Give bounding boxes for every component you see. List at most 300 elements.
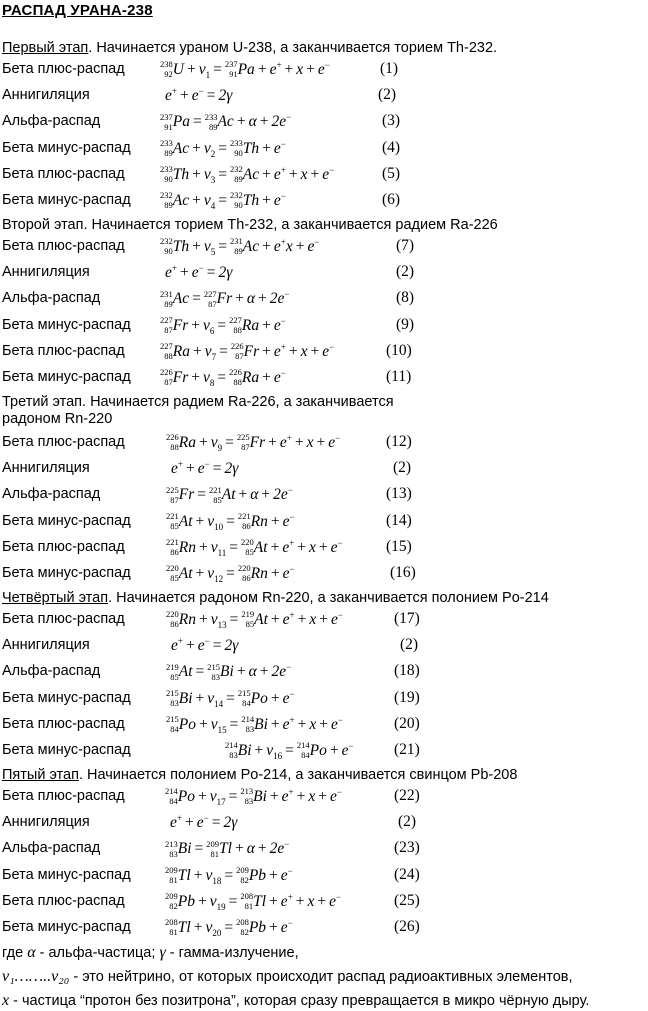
atomic-number: 88 xyxy=(170,442,179,453)
particle-symbol: e− xyxy=(197,636,210,655)
equation-number: (21) xyxy=(394,741,420,758)
particle-symbol: $\nu_3$ xyxy=(203,165,216,185)
reaction-equation xyxy=(170,811,237,835)
particle-symbol: e+ xyxy=(171,459,183,478)
plus-sign: + xyxy=(197,788,207,805)
equals-sign: = xyxy=(229,611,239,628)
plus-sign: + xyxy=(318,538,328,556)
plus-sign: + xyxy=(269,788,279,805)
particle-symbol: e+ xyxy=(280,891,293,910)
atomic-number: 86 xyxy=(242,521,251,532)
isotope-indices xyxy=(225,740,238,760)
plus-sign: + xyxy=(297,611,307,628)
plus-sign: + xyxy=(259,113,269,131)
reaction-equation xyxy=(171,634,238,658)
atomic-number: 81 xyxy=(169,875,178,886)
plus-sign: + xyxy=(329,742,339,759)
element-symbol: Rn xyxy=(250,565,268,582)
plus-sign: + xyxy=(297,715,307,733)
equals-sign: = xyxy=(228,788,238,805)
element-symbol: Po xyxy=(178,715,196,733)
mass-number: 226 xyxy=(229,367,242,378)
reaction-equation xyxy=(165,84,232,108)
mass-number: 220 xyxy=(166,563,179,574)
mass-number: 219 xyxy=(241,609,255,620)
legend-x-text: - частица “протон без позитрона”, которая сразу превращается в микро чёрную дыру. xyxy=(9,993,590,1009)
particle-symbol: $\nu_{14}$ xyxy=(207,689,224,709)
reaction-equation xyxy=(165,864,293,888)
stage-heading-text: . Начинается ураном U-238, а заканчивается торием Th-232. xyxy=(88,40,498,56)
equals-sign: = xyxy=(218,165,228,183)
equation-number: (16) xyxy=(390,564,416,581)
isotope-indices xyxy=(238,563,251,583)
element-symbol: Ra xyxy=(178,434,196,451)
particle-symbol: x xyxy=(309,715,317,733)
process-label: Бета минус-распад xyxy=(2,919,131,935)
equation-row xyxy=(0,287,648,311)
element-symbol: At xyxy=(178,565,193,582)
mass-number: 219 xyxy=(166,661,179,672)
particle-symbol: e− xyxy=(330,537,343,556)
atomic-number: 85 xyxy=(245,619,255,630)
particle-symbol: $\nu_2$ xyxy=(203,139,216,159)
equals-sign: = xyxy=(206,264,216,282)
atomic-number: 82 xyxy=(240,927,249,938)
element-symbol: At xyxy=(253,538,268,556)
isotope-indices xyxy=(297,740,310,760)
plus-sign: + xyxy=(192,139,201,157)
particle-symbol: 2γ xyxy=(218,87,233,105)
equals-sign: = xyxy=(192,113,202,131)
particle-symbol: e− xyxy=(330,786,342,805)
plus-sign: + xyxy=(269,919,278,936)
isotope-indices xyxy=(204,289,217,309)
element-symbol: Ra xyxy=(172,342,190,360)
atomic-number: 89 xyxy=(234,246,243,257)
isotope-indices xyxy=(229,367,242,387)
mass-number: 215 xyxy=(166,688,179,699)
mass-number: 208 xyxy=(165,917,178,928)
atomic-number: 89 xyxy=(164,200,173,211)
isotope-indices xyxy=(166,511,179,531)
element-symbol: Th xyxy=(242,192,260,209)
particle-symbol: 2γ xyxy=(223,814,238,832)
equation-number: (2) xyxy=(398,813,417,831)
plus-sign: + xyxy=(195,689,205,707)
mass-number: 232 xyxy=(230,190,243,201)
isotope-indices xyxy=(240,786,253,806)
process-label: Аннигиляция xyxy=(2,460,90,477)
equation-row xyxy=(0,864,648,888)
isotope-indices xyxy=(166,485,179,505)
element-symbol: Tl xyxy=(177,866,191,884)
element-symbol: Fr xyxy=(172,316,189,334)
particle-symbol: 2γ xyxy=(218,264,233,282)
element-symbol: Tl xyxy=(219,840,232,858)
atomic-number: 89 xyxy=(234,174,243,185)
atomic-number: 81 xyxy=(210,848,220,859)
particle-symbol: e− xyxy=(196,813,209,832)
mass-number: 225 xyxy=(236,432,250,443)
equation-row xyxy=(0,536,648,560)
mass-number: 227 xyxy=(160,315,173,326)
isotope-indices xyxy=(165,786,178,806)
particle-symbol: x xyxy=(306,434,314,451)
plus-sign: + xyxy=(257,61,267,78)
plus-sign: + xyxy=(236,113,246,131)
mass-number: 226 xyxy=(166,432,179,443)
equals-sign: = xyxy=(224,919,234,936)
atomic-number: 81 xyxy=(244,901,254,912)
element-symbol: Tl xyxy=(177,919,191,936)
equation-row xyxy=(0,314,648,338)
mass-number: 221 xyxy=(166,537,179,548)
equation-row xyxy=(0,483,648,507)
legend-nu-text: - это нейтрино, от которых происходит распад радиоактивных элементов, xyxy=(69,969,573,985)
isotope-indices xyxy=(166,662,179,682)
legend-alpha-symbol: α xyxy=(27,944,36,961)
plus-sign: + xyxy=(297,538,307,556)
legend-nu-range: ν₁……..ν₂₀ xyxy=(2,968,70,985)
particle-symbol: 2γ xyxy=(224,460,239,478)
element-symbol: Fr xyxy=(249,434,266,451)
reaction-equation xyxy=(166,608,343,632)
equation-row xyxy=(0,84,648,108)
equation-number: (12) xyxy=(386,433,412,450)
isotope-indices xyxy=(225,59,238,79)
equals-sign: = xyxy=(211,814,221,832)
equation-row xyxy=(0,110,648,134)
atomic-number: 87 xyxy=(241,442,250,453)
equation-number: (2) xyxy=(378,86,397,104)
plus-sign: + xyxy=(261,486,271,504)
plus-sign: + xyxy=(270,538,280,556)
particle-symbol: e− xyxy=(280,917,293,936)
element-symbol: Ra xyxy=(241,316,260,334)
plus-sign: + xyxy=(258,290,267,308)
plus-sign: + xyxy=(257,840,267,858)
element-symbol: At xyxy=(178,663,193,681)
atomic-number: 92 xyxy=(164,69,173,80)
stage-heading-line2: радоном Rn-220 xyxy=(2,411,113,427)
plus-sign: + xyxy=(310,165,320,183)
atomic-number: 88 xyxy=(233,325,242,336)
equals-sign: = xyxy=(197,486,206,504)
equals-sign: = xyxy=(285,742,294,759)
equation-number: (2) xyxy=(393,459,412,477)
particle-symbol: e− xyxy=(317,59,330,78)
equals-sign: = xyxy=(219,342,228,360)
element-symbol: Pb xyxy=(248,866,267,884)
plus-sign: + xyxy=(269,866,278,884)
plus-sign: + xyxy=(262,192,271,209)
isotope-indices xyxy=(206,839,219,859)
mass-number: 215 xyxy=(207,661,221,672)
particle-symbol: $\nu_5$ xyxy=(203,238,216,258)
mass-number: 208 xyxy=(240,891,254,902)
atomic-number: 88 xyxy=(164,351,173,362)
plus-sign: + xyxy=(306,61,315,78)
element-symbol: At xyxy=(178,512,193,530)
isotope-indices xyxy=(166,688,179,708)
equation-number: (11) xyxy=(386,368,412,385)
particle-symbol: e− xyxy=(282,511,295,530)
plus-sign: + xyxy=(262,342,271,360)
process-label: Бета минус-распад xyxy=(2,369,131,385)
equation-number: (17) xyxy=(394,610,420,627)
stage-heading xyxy=(2,394,394,428)
reaction-equation xyxy=(160,110,291,134)
atomic-number: 89 xyxy=(208,121,218,132)
equals-sign: = xyxy=(212,637,222,655)
process-label: Бета минус-распад xyxy=(2,689,131,706)
isotope-indices xyxy=(165,865,178,885)
equation-number: (1) xyxy=(380,60,399,77)
mass-number: 209 xyxy=(236,865,249,876)
mass-number: 221 xyxy=(209,484,222,495)
reaction-equation xyxy=(165,890,341,914)
atomic-number: 87 xyxy=(235,351,244,362)
plus-sign: + xyxy=(262,316,271,334)
isotope-indices xyxy=(160,236,173,256)
element-symbol: Pb xyxy=(177,892,195,910)
equation-row xyxy=(0,457,648,481)
equation-number: (23) xyxy=(394,839,420,857)
atomic-number: 91 xyxy=(164,121,173,132)
atomic-number: 82 xyxy=(169,901,178,912)
atomic-number: 90 xyxy=(234,148,243,159)
mass-number: 221 xyxy=(166,511,179,522)
plus-sign: + xyxy=(198,538,208,556)
element-symbol: Bi xyxy=(220,663,234,681)
particle-symbol: $\nu_{20}$ xyxy=(205,919,222,939)
element-symbol: Th xyxy=(172,238,190,255)
equals-sign: = xyxy=(213,61,222,78)
mass-number: 227 xyxy=(203,288,217,299)
isotope-indices xyxy=(160,315,173,335)
isotope-indices xyxy=(241,714,254,734)
particle-symbol: e− xyxy=(282,688,295,707)
particle-symbol: α xyxy=(246,840,255,858)
process-label: Бета плюс-распад xyxy=(2,538,125,555)
particle-symbol: e− xyxy=(331,609,343,628)
reaction-equation xyxy=(160,314,286,338)
reaction-equation xyxy=(166,660,291,684)
equation-row xyxy=(0,785,648,809)
plus-sign: + xyxy=(259,663,269,681)
particle-symbol: e− xyxy=(322,341,335,360)
reaction-equation xyxy=(166,510,295,534)
particle-symbol: $\nu_{11}$ xyxy=(210,538,227,558)
equation-row xyxy=(0,660,648,684)
equation-row xyxy=(0,235,648,259)
stage-heading xyxy=(2,217,498,234)
process-label: Бета плюс-распад xyxy=(2,715,125,732)
particle-symbol: e+ xyxy=(282,537,295,556)
equation-row xyxy=(0,562,648,586)
plus-sign: + xyxy=(184,814,194,832)
equation-number: (25) xyxy=(394,891,420,909)
reaction-equation xyxy=(165,261,232,285)
atomic-number: 85 xyxy=(170,573,179,584)
particle-symbol: e+ xyxy=(273,341,286,360)
particle-symbol: $\nu_8$ xyxy=(203,369,215,389)
isotope-indices xyxy=(230,190,243,210)
element-symbol: Po xyxy=(250,689,268,707)
particle-symbol: e− xyxy=(322,164,335,183)
particle-symbol: 2e− xyxy=(271,112,292,131)
process-label: Альфа-распад xyxy=(2,663,101,680)
plus-sign: + xyxy=(270,715,280,733)
particle-symbol: e− xyxy=(282,563,295,582)
element-symbol: Ac xyxy=(172,139,190,157)
equals-sign: = xyxy=(218,192,227,209)
atomic-number: 90 xyxy=(234,200,243,211)
particle-symbol: $\nu_{18}$ xyxy=(205,866,222,886)
equation-row xyxy=(0,261,648,285)
particle-symbol: e+ xyxy=(282,609,295,628)
reaction-equation xyxy=(166,687,295,711)
isotope-indices xyxy=(231,341,244,361)
page-title: РАСПАД УРАНА-238 xyxy=(2,2,153,19)
element-symbol: Ac xyxy=(172,290,190,308)
element-symbol: Ac xyxy=(217,113,234,131)
mass-number: 226 xyxy=(230,341,244,352)
plus-sign: + xyxy=(294,434,304,451)
stage-heading-text: Второй этап. Начинается торием Th-232, а заканчивается радием Ra-226 xyxy=(2,217,498,233)
plus-sign: + xyxy=(179,87,189,105)
atomic-number: 83 xyxy=(229,750,238,761)
plus-sign: + xyxy=(197,892,207,910)
element-symbol: Pa xyxy=(172,113,190,131)
reaction-equation xyxy=(160,137,286,161)
isotope-indices xyxy=(160,59,173,79)
process-label: Бета минус-распад xyxy=(2,742,131,758)
legend-alpha-text: - альфа-частица; xyxy=(35,945,160,961)
plus-sign: + xyxy=(295,238,305,255)
atomic-number: 85 xyxy=(213,494,222,505)
mass-number: 233 xyxy=(230,138,243,149)
atomic-number: 85 xyxy=(170,521,179,532)
process-label: Альфа-распад xyxy=(2,113,101,130)
equals-sign: = xyxy=(226,565,235,582)
particle-symbol: e+ xyxy=(273,236,286,255)
plus-sign: + xyxy=(179,264,189,282)
element-symbol: Rn xyxy=(250,512,268,530)
particle-symbol: e+ xyxy=(165,263,177,282)
plus-sign: + xyxy=(288,342,298,360)
plus-sign: + xyxy=(254,742,264,759)
plus-sign: + xyxy=(235,290,244,308)
isotope-indices xyxy=(241,537,254,557)
particle-symbol: e− xyxy=(341,740,354,759)
particle-symbol: $\nu_{16}$ xyxy=(266,742,283,762)
process-label: Бета плюс-распад xyxy=(2,892,125,909)
atomic-number: 85 xyxy=(170,671,179,682)
isotope-indices xyxy=(230,164,243,184)
plus-sign: + xyxy=(198,611,208,628)
isotope-indices xyxy=(160,289,173,309)
element-symbol: Ac xyxy=(242,165,260,183)
process-label: Бета плюс-распад xyxy=(2,611,125,627)
mass-number: 221 xyxy=(237,511,251,522)
element-symbol: Fr xyxy=(172,369,189,386)
reaction-equation xyxy=(225,739,354,763)
mass-number: 214 xyxy=(296,740,310,751)
atomic-number: 82 xyxy=(240,875,249,886)
atomic-number: 81 xyxy=(169,927,178,938)
particle-symbol: $\nu_7$ xyxy=(204,342,217,362)
plus-sign: + xyxy=(193,866,203,884)
atomic-number: 87 xyxy=(164,325,173,336)
mass-number: 232 xyxy=(160,190,173,201)
isotope-indices xyxy=(238,688,251,708)
mass-number: 238 xyxy=(160,59,173,70)
particle-symbol: x xyxy=(309,611,317,628)
isotope-indices xyxy=(160,138,173,158)
isotope-indices xyxy=(236,917,249,937)
equals-sign: = xyxy=(225,434,234,451)
mass-number: 214 xyxy=(225,740,238,751)
isotope-indices xyxy=(166,537,179,557)
equals-sign: = xyxy=(226,512,235,530)
reaction-equation xyxy=(160,189,286,213)
element-symbol: Bi xyxy=(254,715,268,733)
equals-sign: = xyxy=(218,139,227,157)
particle-symbol: $\nu_{15}$ xyxy=(210,715,227,735)
plus-sign: + xyxy=(284,61,294,78)
element-symbol: Fr xyxy=(178,486,195,504)
equals-sign: = xyxy=(206,87,216,105)
plus-sign: + xyxy=(185,460,195,478)
process-label: Аннигиляция xyxy=(2,637,90,654)
element-symbol: U xyxy=(172,61,184,78)
atomic-number: 84 xyxy=(170,724,179,735)
atomic-number: 84 xyxy=(242,698,251,709)
process-label: Бета минус-распад xyxy=(2,512,131,529)
process-label: Альфа-распад xyxy=(2,840,101,857)
element-symbol: Th xyxy=(242,139,260,157)
particle-symbol: e− xyxy=(331,714,343,733)
process-label: Аннигиляция xyxy=(2,87,90,104)
plus-sign: + xyxy=(238,486,248,504)
element-symbol: At xyxy=(221,486,236,504)
plus-sign: + xyxy=(295,892,305,910)
element-symbol: Bi xyxy=(253,788,267,805)
plus-sign: + xyxy=(288,165,298,183)
stage-heading-underlined: Пятый этап xyxy=(2,767,79,783)
reaction-equation xyxy=(160,58,330,82)
equation-row xyxy=(0,340,648,364)
atomic-number: 86 xyxy=(242,573,251,584)
particle-symbol: x xyxy=(300,165,308,183)
equals-sign: = xyxy=(217,369,227,386)
particle-symbol: e− xyxy=(197,459,210,478)
equation-row xyxy=(0,739,648,763)
particle-symbol: 2e− xyxy=(273,485,293,504)
particle-symbol: x xyxy=(300,342,308,360)
isotope-indices xyxy=(160,367,173,387)
reaction-equation xyxy=(165,837,289,861)
reaction-equation xyxy=(166,431,340,455)
legend-line-1 xyxy=(2,944,299,962)
equals-sign: = xyxy=(228,892,238,910)
particle-symbol: α xyxy=(250,486,259,504)
equals-sign: = xyxy=(229,715,239,733)
equation-number: (19) xyxy=(394,688,420,706)
mass-number: 213 xyxy=(240,786,254,797)
mass-number: 237 xyxy=(224,59,238,70)
